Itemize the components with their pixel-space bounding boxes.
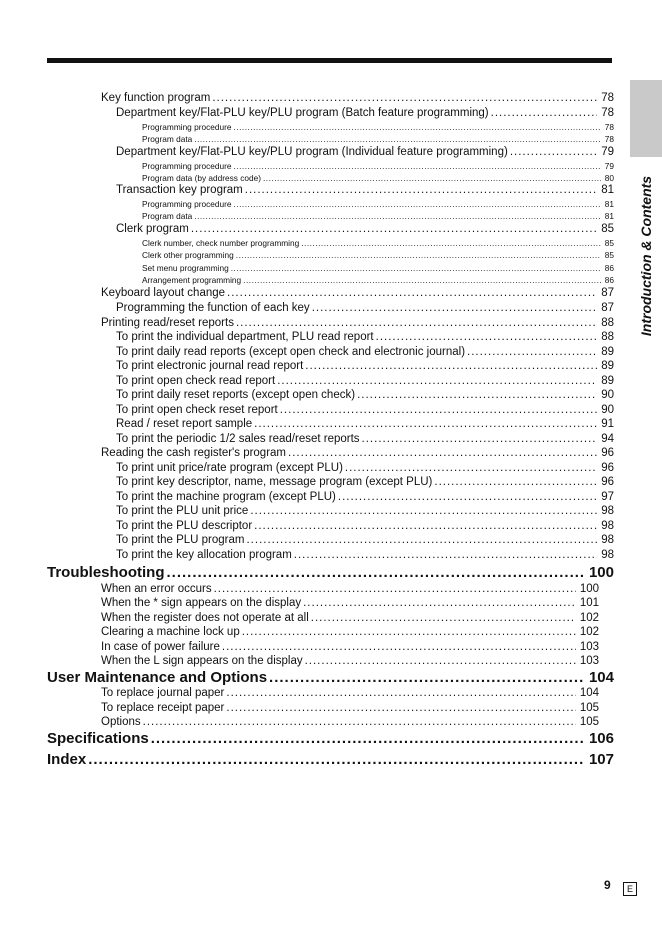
toc-section-index[interactable]: Index ..... 107 [47, 751, 614, 768]
toc-entry[interactable]: To print the machine program (except PLU) ..... 97 [116, 491, 614, 503]
section-tab [630, 80, 662, 157]
toc-entry[interactable]: When the L sign appears on the display ..... 103 [101, 655, 599, 667]
toc-entry[interactable]: Reading the cash register's program ..... 96 [101, 447, 614, 459]
toc-section-troubleshooting[interactable]: Troubleshooting ..... 100 [47, 564, 614, 581]
toc-entry[interactable]: When the * sign appears on the display ..... 101 [101, 597, 599, 609]
toc-entry[interactable]: Programming procedure ..... 79 [142, 161, 614, 171]
toc-entry[interactable]: Department key/Flat-PLU key/PLU program (Batch feature programming) ..... 78 [116, 107, 614, 119]
toc-entry[interactable]: Options ..... 105 [101, 716, 599, 728]
toc-entry[interactable]: To print key descriptor, name, message program (except PLU) ..... 96 [116, 476, 614, 488]
toc-entry[interactable]: Clerk program ..... 85 [116, 223, 614, 235]
toc-entry[interactable]: To print unit price/rate program (except PLU) ..... 96 [116, 462, 614, 474]
toc-entry[interactable]: To print the periodic 1/2 sales read/reset reports ..... 94 [116, 433, 614, 445]
toc-entry[interactable]: Key function program ..... 78 [101, 92, 614, 104]
toc-entry[interactable]: To print daily read reports (except open check and electronic journal) ..... 89 [116, 346, 614, 358]
toc-entry[interactable]: Set menu programming ..... 86 [142, 263, 614, 273]
toc-entry[interactable]: To print electronic journal read report ..... 89 [116, 360, 614, 372]
toc-entry[interactable]: Program data ..... 81 [142, 211, 614, 221]
toc-entry[interactable]: Transaction key program ..... 81 [116, 184, 614, 196]
toc-entry[interactable]: Program data (by address code) ..... 80 [142, 173, 614, 183]
toc-entry[interactable]: To print the individual department, PLU read report ..... 88 [116, 331, 614, 343]
toc-entry[interactable]: To print daily reset reports (except open check) ..... 90 [116, 389, 614, 401]
toc-entry[interactable]: Department key/Flat-PLU key/PLU program (Individual feature programming) ..... 79 [116, 146, 614, 158]
toc-entry[interactable]: Clerk other programming ..... 85 [142, 250, 614, 260]
toc-entry[interactable]: To print the PLU program ..... 98 [116, 534, 614, 546]
toc-entry[interactable]: When an error occurs ..... 100 [101, 583, 599, 595]
toc-entry[interactable]: Program data ..... 78 [142, 134, 614, 144]
page-number: 9 [604, 878, 611, 892]
toc-entry[interactable]: To replace receipt paper ..... 105 [101, 702, 599, 714]
toc-entry[interactable]: Printing read/reset reports ..... 88 [101, 317, 614, 329]
toc-section-user-maintenance[interactable]: User Maintenance and Options ..... 104 [47, 669, 614, 686]
toc-entry[interactable]: Programming the function of each key ..... 87 [116, 302, 614, 314]
toc-entry[interactable]: Read / reset report sample ..... 91 [116, 418, 614, 430]
toc-entry[interactable]: Programming procedure ..... 78 [142, 122, 614, 132]
toc-entry[interactable]: To print the PLU descriptor ..... 98 [116, 520, 614, 532]
toc-entry[interactable]: Clerk number, check number programming ..... 85 [142, 238, 614, 248]
toc-entry[interactable]: Arrangement programming ..... 86 [142, 275, 614, 285]
toc-entry[interactable]: To print the PLU unit price ..... 98 [116, 505, 614, 517]
toc-section-specifications[interactable]: Specifications ..... 106 [47, 730, 614, 747]
toc-entry[interactable]: To print open check read report ..... 89 [116, 375, 614, 387]
toc-entry[interactable]: Programming procedure ..... 81 [142, 199, 614, 209]
toc-entry[interactable]: To print the key allocation program ..... 98 [116, 549, 614, 561]
toc-entry[interactable]: To print open check reset report ..... 90 [116, 404, 614, 416]
toc-entry[interactable]: In case of power failure ..... 103 [101, 641, 599, 653]
toc-entry[interactable]: Clearing a machine lock up ..... 102 [101, 626, 599, 638]
section-label: Introduction & Contents [638, 175, 654, 337]
language-badge: E [623, 882, 637, 896]
toc-entry[interactable]: Keyboard layout change ..... 87 [101, 287, 614, 299]
toc-entry[interactable]: When the register does not operate at all ..... 102 [101, 612, 599, 624]
top-rule [47, 58, 612, 63]
toc-entry[interactable]: To replace journal paper ..... 104 [101, 687, 599, 699]
